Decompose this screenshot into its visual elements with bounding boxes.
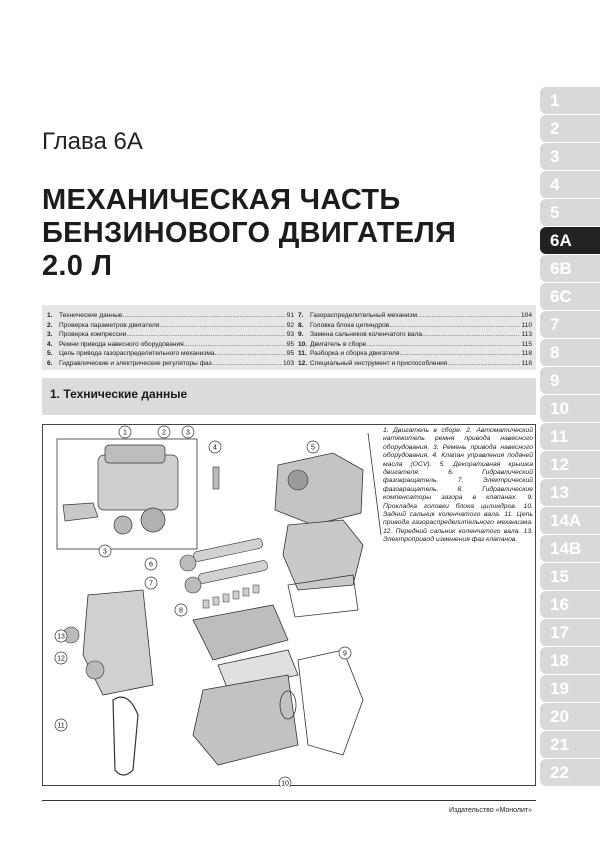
toc-entry-number: 8. [298,321,304,329]
toc-entry-page: 104 [520,312,532,319]
toc-entry[interactable] [298,330,532,340]
toc-leader-dots [212,359,282,369]
toc-entry-number: 10. [298,340,308,348]
toc-entry-text: Замена сальников коленчатого вала [310,331,423,339]
toc-entry[interactable] [47,359,294,369]
footer-divider [42,800,536,801]
chapter-tab[interactable]: 13 [540,479,600,506]
toc-entry[interactable] [47,349,294,359]
toc-entry[interactable] [47,311,294,321]
toc-leader-dots [389,321,520,331]
toc-entry-page: 118 [521,359,532,367]
toc-entry[interactable] [298,359,532,369]
chapter-tab[interactable]: 9 [540,367,600,394]
toc-entry-text: Разборка и сборка двигателя [310,350,400,358]
callout-11: 11 [57,722,65,730]
chapter-tab[interactable]: 12 [540,451,600,478]
toc-entry-page: 91 [286,312,294,319]
chapter-tab[interactable]: 18 [540,647,600,674]
chapter-tab[interactable]: 21 [540,731,600,758]
callout-3b: 3 [103,548,107,556]
toc-entry-text: Газораспределительный механизм [310,312,418,319]
callout-12: 12 [57,655,65,663]
chapter-tab[interactable]: 20 [540,703,600,730]
table-of-contents [42,305,536,370]
section-title: 1. Технические данные [50,387,188,401]
toc-column-left [47,311,294,369]
title-line-2: БЕНЗИНОВОГО ДВИГАТЕЛЯ [42,217,457,249]
toc-entry-number: 12. [298,359,308,367]
toc-entry[interactable] [298,321,532,331]
callout-6: 6 [149,561,153,569]
title-line-3: 2.0 Л [42,250,113,282]
toc-entry-text: Специальный инструмент и приспособления [310,359,448,367]
chapter-tab[interactable]: 10 [540,395,600,422]
chapter-tab[interactable]: 5 [540,199,600,226]
callout-7: 7 [149,580,153,588]
toc-entry[interactable] [47,321,294,331]
toc-entry-text: Проверка параметров двигателя [59,321,160,329]
chapter-tab[interactable]: 17 [540,619,600,646]
toc-entry-page: 118 [521,350,532,358]
toc-leader-dots [215,349,286,359]
toc-leader-dots [184,340,286,350]
chapter-tab[interactable]: 2 [540,115,600,142]
chapter-tab[interactable]: 11 [540,423,600,450]
toc-entry-number: 11. [298,350,307,358]
chapter-tab[interactable]: 14В [540,535,600,562]
toc-entry-text: Цепь привода газораспределительного механизма [59,350,215,358]
toc-entry-number: 6. [47,359,53,367]
toc-entry-text: Технические данные [59,312,123,319]
chapter-tab[interactable]: 8 [540,339,600,366]
callout-8: 8 [179,607,183,615]
toc-entry[interactable] [47,340,294,350]
toc-entry-page: 95 [286,350,294,358]
toc-entry-number: 5. [47,350,53,358]
title-line-1: МЕХАНИЧЕСКАЯ ЧАСТЬ [42,184,401,216]
chapter-tab[interactable]: 14А [540,507,600,534]
chapter-tab[interactable]: 15 [540,563,600,590]
callout-2: 2 [162,429,166,437]
figure-caption: 1. Двигатель в сборе. 2. Автоматический натяжитель ремня привода навесного оборудования. 3. Ремень привода навесного оборудования. 4. Клапан управления подачей масла (OCV). 5. Декоративная крышка двигателя. 6. Гидравлический фазовращатель. 7. Электрический фазовращатель. 8. Гидравлические компенсаторы зазора в клапанах. 9. Прокладка головки блока цилиндров. 10. Задний сальник коленчатого вала. 11. Цепь привода газораспределительного механизма. 12. Передний сальник коленчатого вала. 13. Электропривод изменения фаз клапанов. [383,427,533,544]
toc-entry-page: 92 [286,321,294,329]
callout-1: 1 [123,429,127,437]
callout-5: 5 [311,444,315,452]
chapter-tab[interactable]: 6С [540,283,600,310]
toc-leader-dots [366,340,520,350]
toc-entry-number: 4. [47,340,53,348]
chapter-tab[interactable]: 6В [540,255,600,282]
chapter-heading: Глава 6А [42,128,143,155]
toc-entry-text: Гидравлические и электрические регуляторы фаз [59,359,212,367]
chapter-tab[interactable]: 19 [540,675,600,702]
toc-entry[interactable] [47,330,294,340]
toc-leader-dots [422,330,520,340]
toc-leader-dots [399,349,520,359]
chapter-tab[interactable]: 4 [540,171,600,198]
toc-entry-text: Проверка компрессии [59,331,127,339]
callout-13: 13 [57,633,65,641]
toc-leader-dots [126,330,285,340]
toc-entry-text: Ремни привода навесного оборудования [59,340,184,348]
section-header [42,378,536,415]
toc-entry-text: Двигатель в сборе [310,340,367,348]
toc-entry-page: 103 [282,359,294,367]
chapter-tab[interactable]: 3 [540,143,600,170]
engine-exploded-figure [42,424,536,786]
toc-leader-dots [447,359,520,369]
toc-entry-page: 110 [521,321,532,329]
toc-entry-page: 95 [286,340,294,348]
toc-entry[interactable] [298,349,532,359]
publisher-label: Издательство «Монолит» [448,807,532,814]
chapter-tabs [540,87,600,787]
toc-leader-dots [122,311,285,321]
toc-entry-page: 93 [286,331,294,339]
toc-column-right [298,311,532,369]
chapter-tab[interactable]: 6А [540,227,600,254]
toc-entry-number: 9. [298,331,304,339]
chapter-tab[interactable]: 1 [540,87,600,114]
toc-entry-number: 2. [47,321,53,329]
callout-4: 4 [213,444,217,452]
page-title [42,184,456,283]
toc-leader-dots [417,311,520,321]
callout-9: 9 [343,650,347,658]
toc-entry-number: 3. [47,331,53,339]
toc-entry-page: 113 [521,331,532,339]
chapter-tab[interactable]: 16 [540,591,600,618]
toc-entry-page: 115 [521,340,532,348]
toc-leader-dots [159,321,285,331]
callout-3: 3 [186,429,190,437]
chapter-tab[interactable]: 22 [540,759,600,786]
chapter-tab[interactable]: 7 [540,311,600,338]
callout-10: 10 [281,780,289,787]
toc-entry-text: Головка блока цилиндров [310,321,390,329]
toc-entry[interactable] [298,340,532,350]
toc-entry-number: 7. [298,312,304,319]
toc-entry[interactable] [298,311,532,321]
toc-entry-number: 1. [47,312,53,319]
